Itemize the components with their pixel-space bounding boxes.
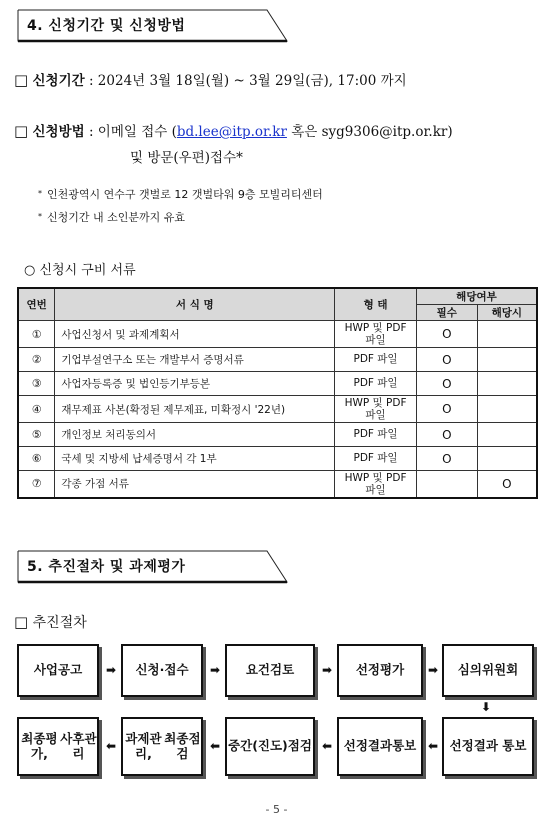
- note-text: 인천광역시 연수구 갯벌로 12 갯벌타워 9층 모빌리티센터: [47, 188, 323, 201]
- row-name: 재무제표 사본(확정된 제무제표, 미확정시 '22년): [55, 396, 335, 423]
- row-conditional: [477, 447, 537, 471]
- table-row: [18, 396, 537, 423]
- arrow-right-icon: ➡: [428, 663, 439, 677]
- required-docs-table: [17, 287, 538, 499]
- table-row: [18, 348, 537, 372]
- row-no: ①: [18, 321, 55, 348]
- flow-title-text: 추진절차: [32, 615, 87, 631]
- header-name: 서 식 명: [55, 288, 335, 321]
- row-name: 국세 및 지방세 납세증명서 각 1부: [55, 447, 335, 471]
- row-type: PDF 파일: [335, 372, 417, 396]
- row-type: HWP 및 PDF 파일: [335, 471, 417, 498]
- flow-title: [14, 612, 87, 632]
- table-row: [18, 372, 537, 396]
- section-5-header: [17, 548, 289, 584]
- row-no: ⑤: [18, 423, 55, 447]
- checkbox-square-icon: □: [14, 122, 29, 140]
- table-row: [18, 447, 537, 471]
- row-name: 기업부설연구소 또는 개발부서 증명서류: [55, 348, 335, 372]
- checkbox-square-icon: □: [14, 71, 29, 89]
- row-no: ⑦: [18, 471, 55, 498]
- section-5-title: 5. 추진절차 및 과제평가: [27, 559, 186, 575]
- header-type: 형 태: [335, 288, 417, 321]
- checkbox-square-icon: □: [14, 613, 29, 631]
- docs-title: ○ 신청시 구비 서류: [24, 263, 136, 278]
- table-row: [18, 423, 537, 447]
- row-type: HWP 및 PDF 파일: [335, 321, 417, 348]
- row-required: [416, 471, 477, 498]
- row-required: O: [416, 423, 477, 447]
- flow-step-9: 과제관리, 최종점검: [121, 717, 203, 776]
- arrow-down-icon: ⬇: [481, 700, 492, 714]
- row-type: PDF 파일: [335, 423, 417, 447]
- flow-step-4: 선정평가: [337, 644, 423, 697]
- row-type: PDF 파일: [335, 447, 417, 471]
- row-name: 각종 가점 서류: [55, 471, 335, 498]
- header-applicable: 해당여부: [416, 288, 537, 305]
- row-no: ⑥: [18, 447, 55, 471]
- asterisk-icon: *: [38, 212, 42, 221]
- asterisk-icon: *: [38, 189, 42, 198]
- period-line: [14, 69, 407, 89]
- row-conditional: [477, 423, 537, 447]
- flow-step-8: 중간(진도) 점검: [225, 717, 315, 776]
- section-4-title: 4. 신청기간 및 신청방법: [27, 18, 186, 34]
- note-address: [38, 186, 323, 202]
- table-row: [18, 471, 537, 498]
- header-no: 연번: [18, 288, 55, 321]
- row-type: HWP 및 PDF 파일: [335, 396, 417, 423]
- method-label: 신청방법: [32, 124, 85, 140]
- arrow-right-icon: ➡: [106, 663, 117, 677]
- row-no: ③: [18, 372, 55, 396]
- row-name: 사업신청서 및 과제계획서: [55, 321, 335, 348]
- flow-step-3: 요건검토: [225, 644, 315, 697]
- flow-step-1: 사업공고: [17, 644, 99, 697]
- header-required: 필수: [416, 305, 477, 321]
- row-required: O: [416, 321, 477, 348]
- flow-step-6: 선정결과 통보: [442, 717, 534, 776]
- arrow-left-icon: ⬅: [210, 739, 221, 753]
- method-line-2: 및 방문(우편)접수*: [130, 150, 243, 166]
- page-number: - 5 -: [265, 803, 288, 816]
- row-required: O: [416, 447, 477, 471]
- arrow-left-icon: ⬅: [106, 739, 117, 753]
- method-mid: 혹은 syg9306@itp.or.kr): [286, 124, 453, 140]
- table-row: [18, 321, 537, 348]
- row-conditional: [477, 321, 537, 348]
- arrow-left-icon: ⬅: [428, 739, 439, 753]
- arrow-left-icon: ⬅: [322, 739, 333, 753]
- row-no: ④: [18, 396, 55, 423]
- flow-step-7: 선정결과 통보: [337, 717, 423, 776]
- row-conditional: [477, 396, 537, 423]
- flow-step-5: 심의위원회: [442, 644, 534, 697]
- row-conditional: [477, 372, 537, 396]
- row-name: 사업자등록증 및 법인등기부등본: [55, 372, 335, 396]
- arrow-right-icon: ➡: [210, 663, 221, 677]
- method-pre: 이메일 접수 (: [97, 124, 177, 140]
- section-4-header: [17, 7, 289, 43]
- row-required: O: [416, 372, 477, 396]
- email-link[interactable]: bd.lee@itp.or.kr: [176, 124, 287, 140]
- flow-step-10: 최종평가, 사후관리: [17, 717, 99, 776]
- row-required: O: [416, 396, 477, 423]
- header-conditional: 해당시: [477, 305, 537, 321]
- row-conditional: [477, 348, 537, 372]
- row-name: 개인정보 처리동의서: [55, 423, 335, 447]
- method-line: [14, 120, 453, 140]
- period-label: 신청기간: [32, 73, 85, 89]
- note-text: 신청기간 내 소인분까지 유효: [47, 211, 186, 224]
- note-validity: [38, 209, 185, 225]
- method-sep: :: [84, 124, 98, 140]
- flow-step-2: 신청·접수: [121, 644, 203, 697]
- row-type: PDF 파일: [335, 348, 417, 372]
- row-required: O: [416, 348, 477, 372]
- row-no: ②: [18, 348, 55, 372]
- arrow-right-icon: ➡: [322, 663, 333, 677]
- row-conditional: O: [477, 471, 537, 498]
- period-sep: :: [84, 73, 98, 89]
- period-value: 2024년 3월 18일(월) ~ 3월 29일(금), 17:00 까지: [97, 73, 407, 89]
